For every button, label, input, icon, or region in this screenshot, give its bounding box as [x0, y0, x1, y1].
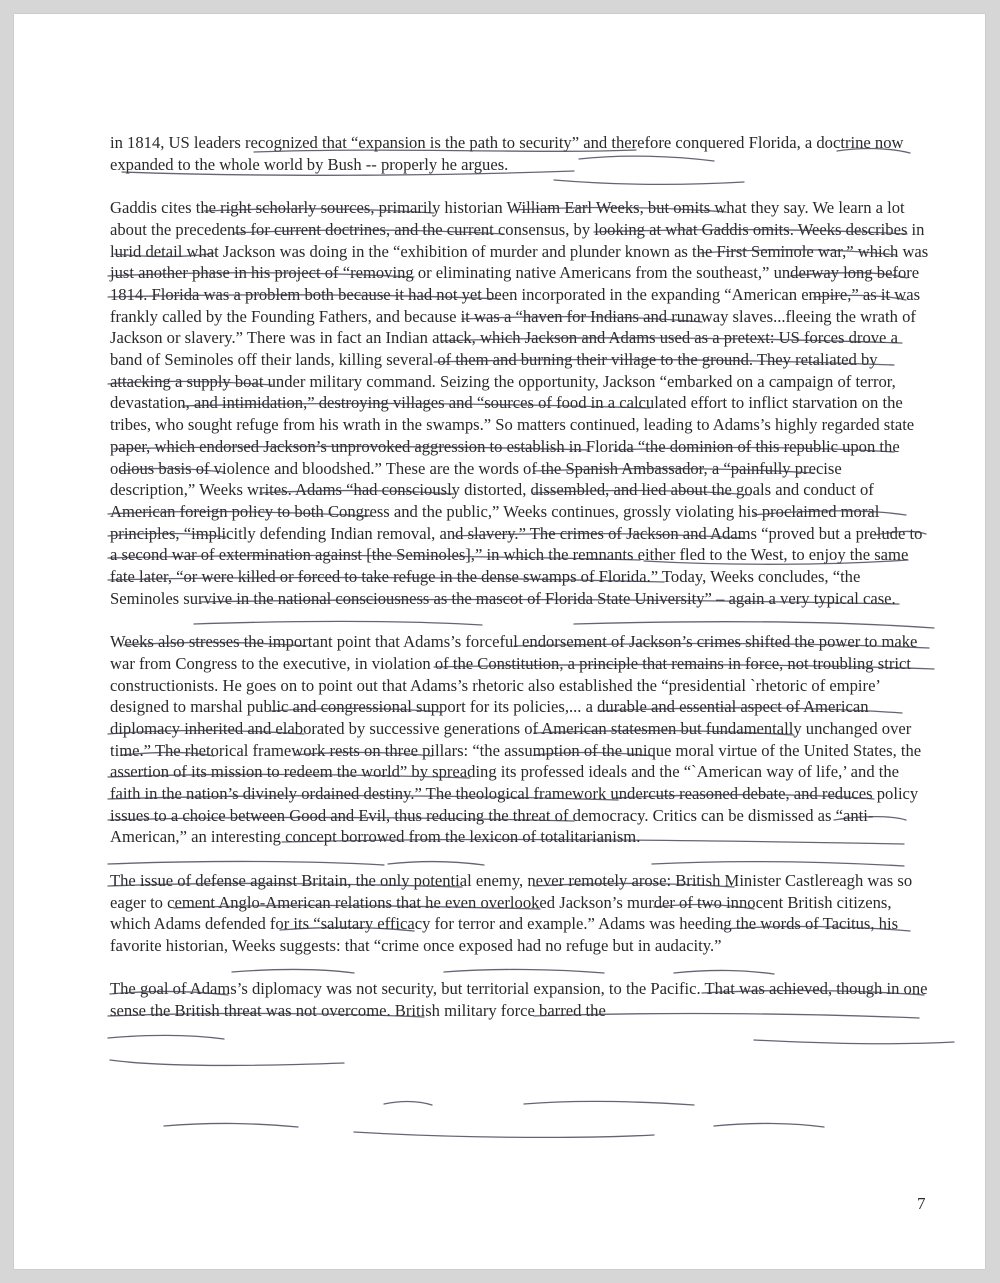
underline-mark — [384, 1101, 432, 1105]
paragraph-5: The goal of Adams’s diplomacy was not security, but territorial expansion, to the Pacific. That was achieved, though in one sense the British threat was not overcome. British military force barred the — [110, 979, 928, 1021]
document-page — [14, 14, 985, 1269]
document-body — [110, 132, 930, 1043]
paragraph-1: in 1814, US leaders recognized that “expansion is the path to security” and therefore conquered Florida, a doctrine now expanded to the whole world by Bush -- properly he argues. — [110, 133, 904, 174]
underline-mark — [524, 1101, 694, 1105]
underline-mark — [110, 1060, 344, 1065]
paragraph-2: Gaddis cites the right scholarly sources, primarily historian William Earl Weeks, but omits what they say. We learn a lot about the precedents for current doctrines, and the current consensus, by looking at what Gaddis omits. Weeks describes in lurid detail what Jackson was doing in the “exhibition of murder and plunder known as the First Seminole war,” which was just another phase in his project of “removing or eliminating native Americans from the southeast,” underway long before 1814. Florida was a problem both because it had not yet been incorporated in the expanding “American empire,” as it was frankly called by the Founding Fathers, and because it was a “haven for Indians and runaway slaves...fleeing the wrath of Jackson or slavery.” There was in fact an Indian attack, which Jackson and Adams used as a pretext: US forces drove a band of Seminoles off their lands, killing several of them and burning their village to the ground. They retaliated by attacking a supply boat under military command. Seizing the opportunity, Jackson “embarked on a campaign of terror, devastation, and intimidation,” destroying villages and “sources of food in a calculated effort to inflict starvation on the tribes, who sought refuge from his wrath in the swamps.” So matters continued, leading to Adams’s highly regarded state paper, which endorsed Jackson’s unprovoked aggression to establish in Florida “the dominion of this republic upon the odious basis of violence and bloodshed.” These are the words of the Spanish Ambassador, a “painfully precise description,” Weeks writes. Adams “had consciously distorted, dissembled, and lied about the goals and conduct of American foreign policy to both Congress and the public,” Weeks continues, grossly violating his proclaimed moral principles, “implicitly defending Indian removal, and slavery.” The crimes of Jackson and Adams “proved but a prelude to a second war of extermination against [the Seminoles],” in which the remnants either fled to the West, to enjoy the same fate later, “or were killed or forced to take refuge in the dense swamps of Florida.” Today, Weeks concludes, “the Seminoles survive in the national consciousness as the mascot of Florida State University” – again a very typical case. — [110, 198, 929, 608]
underline-mark — [354, 1132, 654, 1137]
underline-mark — [164, 1123, 298, 1127]
paragraph-3: Weeks also stresses the important point that Adams’s forceful endorsement of Jackson’s crimes shifted the power to make war from Congress to the executive, in violation of the Constitution, a principle that remains in force, not troubling strict constructionists. He goes on to point out that Adams’s rhetoric also established the “presidential `rhetoric of empire’ designed to marshal public and congressional support for its policies,... a durable and essential aspect of American diplomacy inherited and elaborated by successive generations of American statesmen but fundamentally unchanged over time.” The rhetorical framework rests on three pillars: “the assumption of the unique moral virtue of the United States, the assertion of its mission to redeem the world” by spreading its professed ideals and the “`American way of life,’ and the faith in the nation’s divinely ordained destiny.” The theological framework undercuts reasoned debate, and reduces policy issues to a choice between Good and Evil, thus reducing the threat of democracy. Critics can be dismissed as “anti-American,” an interesting concept borrowed from the lexicon of totalitarianism. — [110, 632, 922, 847]
page-number: 7 — [917, 1194, 926, 1213]
underline-mark — [714, 1123, 824, 1127]
paragraph-4: The issue of defense against Britain, the only potential enemy, never remotely arose: British Minister Castlereagh was so eager to cement Anglo-American relations that he even overlooked Jackson’s murder of two innocent British citizens, which Adams defended for its “salutary efficacy for terror and example.” Adams was heeding the words of Tacitus, his favorite historian, Weeks suggests: that “crime once exposed had no refuge but in audacity.” — [110, 870, 913, 955]
